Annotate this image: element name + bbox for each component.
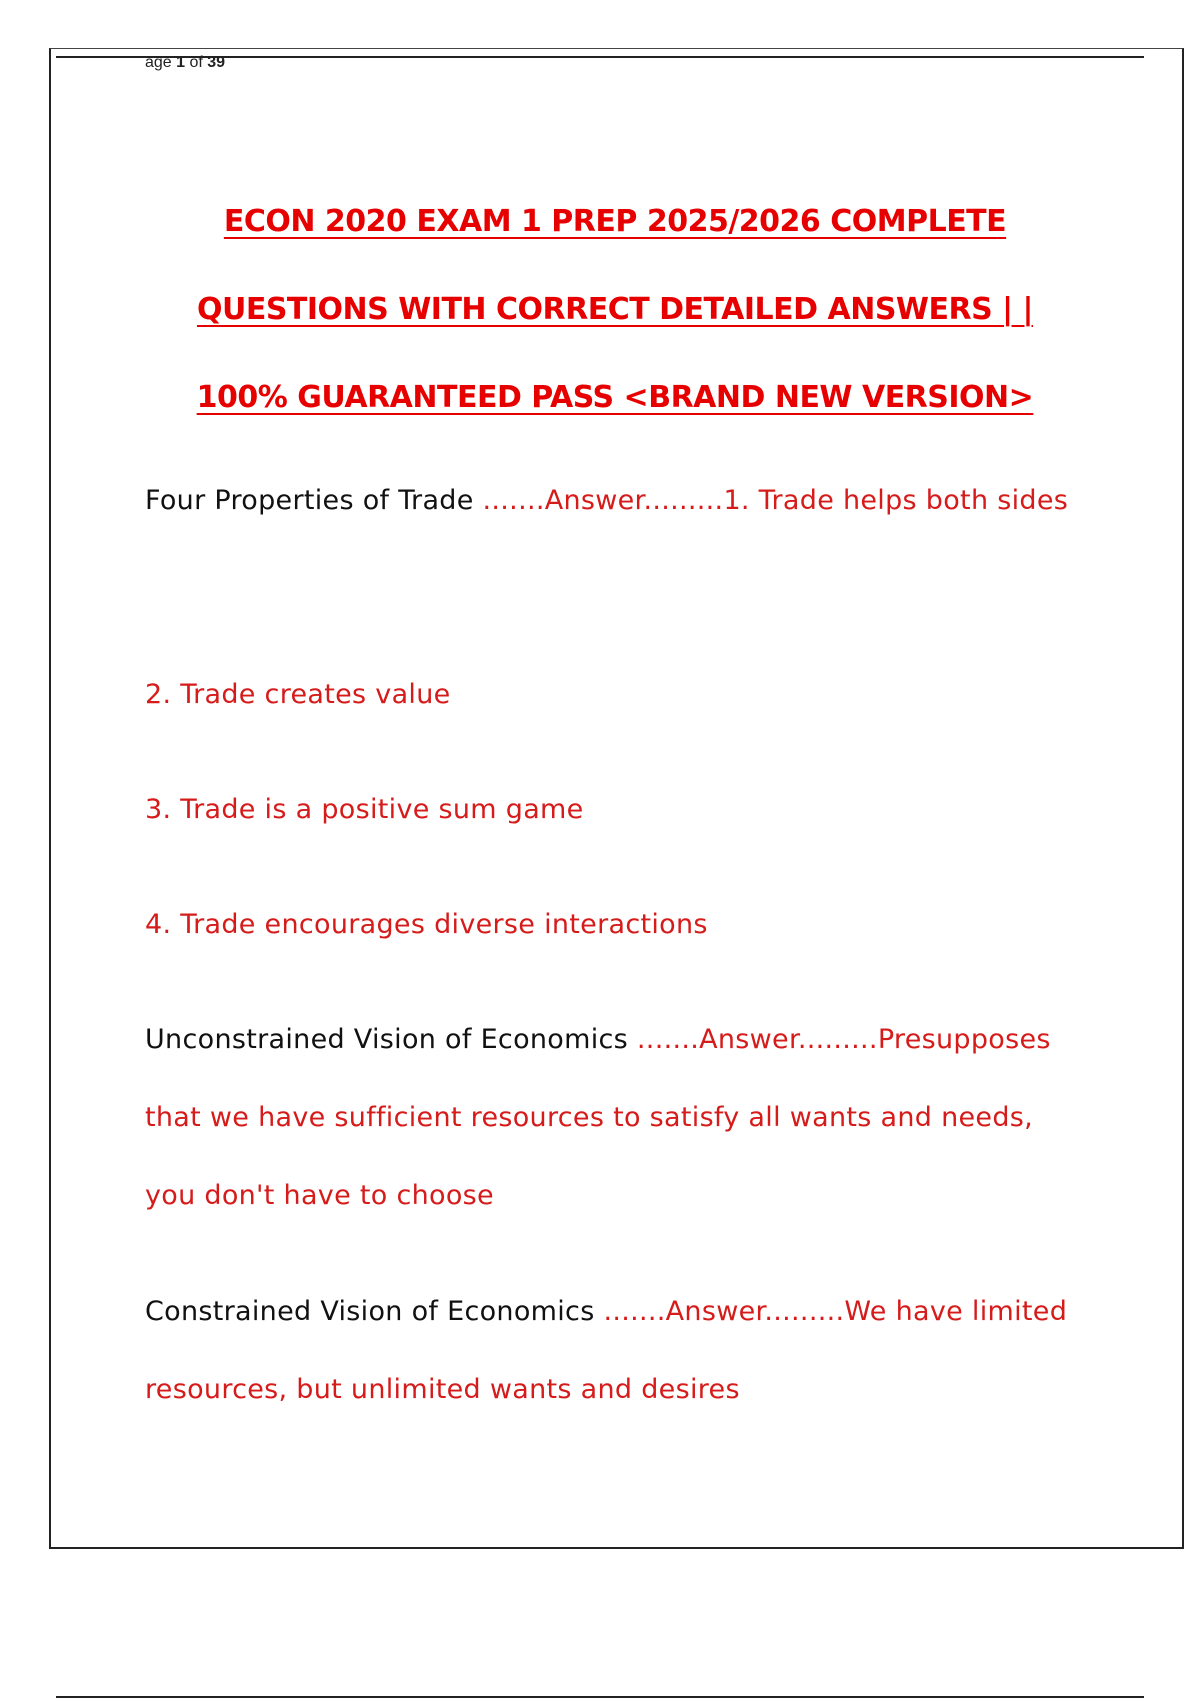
footer-rule [56,1696,1144,1698]
page-of: of [185,54,208,71]
answer-text: Presupposes that we have sufficient resources to satisfy all wants and needs, you don't have to choose [145,1024,1051,1211]
trade-item-4: 4. Trade encourages diverse interactions [145,909,708,940]
answer-separator: .......Answer......... [628,1024,878,1055]
qa-item-four-properties [145,462,1075,540]
trade-item-3: 3. Trade is a positive sum game [145,794,584,825]
document-title [100,178,1130,442]
question-text: Constrained Vision of Economics [145,1296,595,1327]
answer-separator: .......Answer......... [473,485,724,516]
title-line-2: QUESTIONS WITH CORRECT DETAILED ANSWERS | | [196,292,1034,327]
title-line-3: 100% GUARANTEED PASS <BRAND NEW VERSION> [196,380,1034,415]
page-current: 1 [176,54,186,71]
qa-item-constrained [145,1273,1075,1429]
title-line-1: ECON 2020 EXAM 1 PREP 2025/2026 COMPLETE [223,204,1007,239]
page-prefix: age [145,54,177,71]
question-text: Unconstrained Vision of Economics [145,1024,629,1055]
question-text: Four Properties of Trade [145,485,474,516]
trade-item-2: 2. Trade creates value [145,679,451,710]
answer-text: We have limited resources, but unlimited wants and desires [145,1296,1068,1405]
answer-text: 1. Trade helps both sides [723,485,1069,516]
qa-item-unconstrained [145,1001,1075,1235]
page-number [145,54,225,72]
answer-separator: .......Answer......... [594,1296,845,1327]
page-total: 39 [207,54,226,71]
